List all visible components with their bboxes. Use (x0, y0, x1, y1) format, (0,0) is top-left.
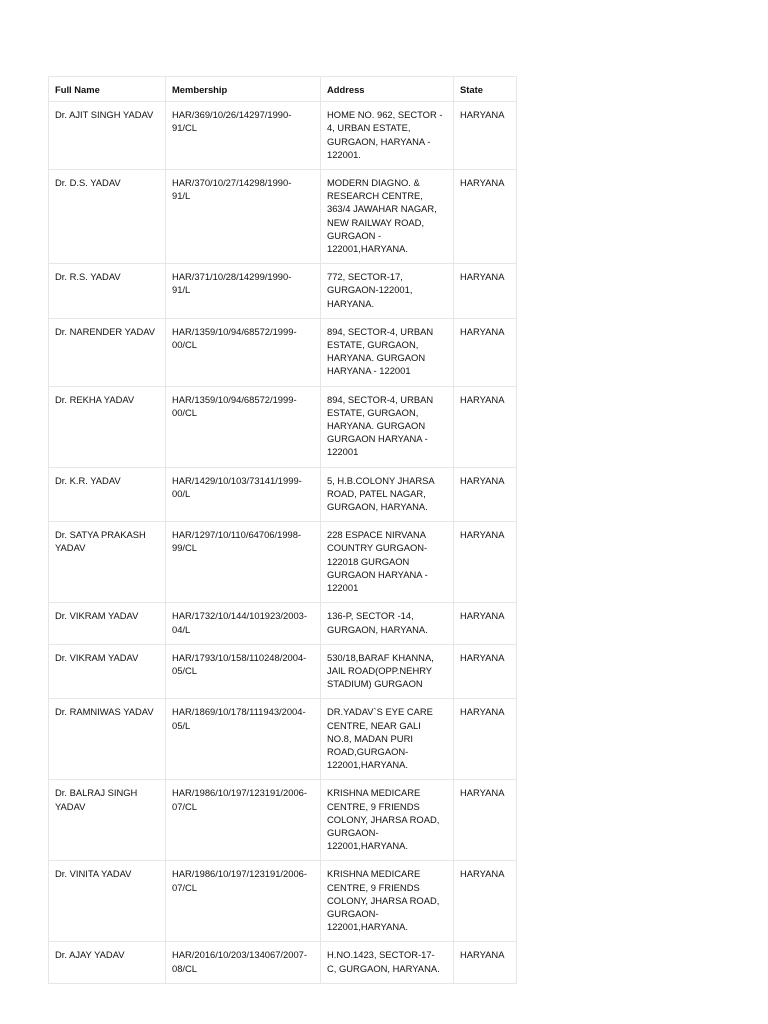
address-line: KRISHNA MEDICARE (327, 787, 421, 799)
address-line: JAIL ROAD(OPP.NEHRY (327, 664, 433, 676)
state-cell: HARYANA (454, 644, 517, 699)
address-line: ROAD,GURGAON- (327, 745, 409, 757)
address-line: STADIUM) GURGAON (327, 678, 423, 690)
name-cell (49, 264, 166, 319)
name-cell (49, 318, 166, 386)
address-line: 5, H.B.COLONY JHARSA (327, 474, 435, 486)
membership-line: 00/L (172, 487, 191, 499)
address-cell (321, 170, 454, 264)
header-address: Address (321, 77, 454, 102)
membership-line: HAR/1986/10/197/123191/2006- (172, 868, 308, 880)
state-cell: HARYANA (454, 386, 517, 467)
address-line: HARYANA - 122001 (327, 365, 411, 377)
membership-line: 00/CL (172, 406, 198, 418)
membership-line: HAR/1869/10/178/111943/2004- (172, 706, 306, 718)
table-row (49, 942, 517, 983)
address-line: GURGAON, HARYANA. (327, 501, 428, 513)
membership-line: HAR/369/10/26/14297/1990- (172, 109, 292, 121)
address-line: COUNTRY GURGAON- (327, 542, 428, 554)
membership-cell (166, 603, 321, 644)
state-cell: HARYANA (454, 522, 517, 603)
membership-line: HAR/1429/10/103/73141/1999- (172, 474, 302, 486)
address-line: 530/18,BARAF KHANNA, (327, 651, 434, 663)
table-row (49, 386, 517, 467)
header-state: State (454, 77, 517, 102)
address-line: GURGAON- (327, 826, 379, 838)
address-line: DR.YADAV`S EYE CARE (327, 706, 433, 718)
name-cell (49, 386, 166, 467)
address-cell (321, 780, 454, 861)
address-line: HARYANA. (327, 297, 375, 309)
table-row (49, 603, 517, 644)
address-line: HARYANA. GURGAON (327, 420, 426, 432)
membership-cell (166, 644, 321, 699)
membership-line: 91/CL (172, 122, 198, 134)
table-row (49, 102, 517, 170)
name-cell (49, 644, 166, 699)
membership-cell (166, 780, 321, 861)
address-line: GURGAON HARYANA - (327, 433, 428, 445)
header-full-name: Full Name (49, 77, 166, 102)
members-table-body (49, 102, 517, 984)
address-line: 772, SECTOR-17, (327, 271, 403, 283)
membership-line: HAR/1297/10/110/64706/1998- (172, 529, 302, 541)
table-row (49, 522, 517, 603)
membership-cell (166, 102, 321, 170)
address-cell (321, 522, 454, 603)
name-cell (49, 861, 166, 942)
address-line: 894, SECTOR-4, URBAN (327, 393, 434, 405)
membership-cell (166, 942, 321, 983)
table-row (49, 318, 517, 386)
membership-line: HAR/1986/10/197/123191/2006- (172, 787, 308, 799)
state-cell: HARYANA (454, 699, 517, 780)
table-row (49, 467, 517, 522)
table-row (49, 861, 517, 942)
address-line: 122001. (327, 148, 361, 160)
address-line: NEW RAILWAY ROAD, (327, 216, 425, 228)
address-line: NO.8, MADAN PURI (327, 732, 413, 744)
table-row (49, 644, 517, 699)
name-line: Dr. NARENDER YADAV (55, 325, 156, 337)
address-line: 4, URBAN ESTATE, (327, 122, 411, 134)
state-cell: HARYANA (454, 170, 517, 264)
members-table (48, 76, 517, 984)
membership-line: 91/L (172, 190, 191, 202)
name-cell (49, 170, 166, 264)
name-cell (49, 780, 166, 861)
name-line: Dr. BALRAJ SINGH (55, 787, 138, 799)
name-line: Dr. AJIT SINGH YADAV (55, 109, 154, 121)
state-cell: HARYANA (454, 780, 517, 861)
address-cell (321, 318, 454, 386)
address-line: CENTRE, NEAR GALI (327, 719, 421, 731)
membership-line: 08/CL (172, 962, 198, 974)
membership-line: 91/L (172, 284, 191, 296)
state-cell: HARYANA (454, 603, 517, 644)
membership-line: 04/L (172, 623, 191, 635)
name-line: Dr. VIKRAM YADAV (55, 651, 139, 663)
membership-line: 07/CL (172, 800, 198, 812)
address-line: RESEARCH CENTRE, (327, 190, 423, 202)
address-line: CENTRE, 9 FRIENDS (327, 881, 420, 893)
address-line: KRISHNA MEDICARE (327, 868, 421, 880)
name-line: Dr. SATYA PRAKASH (55, 529, 146, 541)
name-line: YADAV (55, 542, 86, 554)
name-cell (49, 522, 166, 603)
name-line: Dr. R.S. YADAV (55, 271, 121, 283)
membership-cell (166, 699, 321, 780)
address-line: CENTRE, 9 FRIENDS (327, 800, 420, 812)
name-line: YADAV (55, 800, 86, 812)
state-cell: HARYANA (454, 467, 517, 522)
address-cell (321, 699, 454, 780)
table-row (49, 780, 517, 861)
address-line: 122001,HARYANA. (327, 243, 408, 255)
address-cell (321, 603, 454, 644)
address-line: GURGAON-122001, (327, 284, 413, 296)
name-cell (49, 603, 166, 644)
membership-line: HAR/1359/10/94/68572/1999- (172, 325, 297, 337)
address-line: C, GURGAON, HARYANA. (327, 962, 440, 974)
state-cell: HARYANA (454, 264, 517, 319)
membership-cell (166, 264, 321, 319)
table-header-row (49, 77, 517, 102)
address-line: MODERN DIAGNO. & (327, 177, 420, 189)
name-cell (49, 467, 166, 522)
address-line: 122001 (327, 582, 359, 594)
membership-cell (166, 522, 321, 603)
address-line: COLONY, JHARSA ROAD, (327, 894, 440, 906)
membership-cell (166, 861, 321, 942)
address-line: ROAD, PATEL NAGAR, (327, 487, 426, 499)
name-line: Dr. K.R. YADAV (55, 474, 121, 486)
membership-cell (166, 386, 321, 467)
address-line: 122001 (327, 446, 359, 458)
membership-line: HAR/370/10/27/14298/1990- (172, 177, 292, 189)
address-line: 228 ESPACE NIRVANA (327, 529, 426, 541)
name-cell (49, 942, 166, 983)
address-cell (321, 942, 454, 983)
address-cell (321, 644, 454, 699)
membership-line: HAR/1732/10/144/101923/2003- (172, 610, 308, 622)
address-line: GURGAON - (327, 229, 382, 241)
address-line: HARYANA. GURGAON (327, 352, 426, 364)
address-cell (321, 102, 454, 170)
name-line: Dr. REKHA YADAV (55, 393, 135, 405)
membership-line: HAR/1359/10/94/68572/1999- (172, 393, 297, 405)
address-line: 122001,HARYANA. (327, 759, 408, 771)
address-line: 136-P, SECTOR -14, (327, 610, 414, 622)
name-line: Dr. RAMNIWAS YADAV (55, 706, 154, 718)
membership-cell (166, 467, 321, 522)
membership-line: 05/CL (172, 664, 198, 676)
address-cell (321, 861, 454, 942)
address-line: 122001,HARYANA. (327, 840, 408, 852)
address-cell (321, 467, 454, 522)
membership-line: 07/CL (172, 881, 198, 893)
address-cell (321, 264, 454, 319)
name-line: Dr. D.S. YADAV (55, 177, 121, 189)
name-cell (49, 102, 166, 170)
name-cell (49, 699, 166, 780)
name-line: Dr. VINITA YADAV (55, 868, 132, 880)
membership-cell (166, 318, 321, 386)
state-cell: HARYANA (454, 942, 517, 983)
table-row (49, 699, 517, 780)
membership-line: HAR/1793/10/158/110248/2004- (172, 651, 307, 663)
state-cell: HARYANA (454, 102, 517, 170)
membership-line: 00/CL (172, 339, 198, 351)
state-cell: HARYANA (454, 318, 517, 386)
name-line: Dr. AJAY YADAV (55, 949, 125, 961)
membership-line: 99/CL (172, 542, 198, 554)
address-line: GURGAON HARYANA - (327, 568, 428, 580)
address-line: HOME NO. 962, SECTOR - (327, 109, 443, 121)
address-line: ESTATE, GURGAON, (327, 406, 419, 418)
table-row (49, 264, 517, 319)
header-membership: Membership (166, 77, 321, 102)
address-line: 363/4 JAWAHAR NAGAR, (327, 203, 437, 215)
address-line: H.NO.1423, SECTOR-17- (327, 949, 435, 961)
membership-line: HAR/371/10/28/14299/1990- (172, 271, 292, 283)
address-cell (321, 386, 454, 467)
address-line: GURGAON, HARYANA - (327, 135, 431, 147)
membership-line: HAR/2016/10/203/134067/2007- (172, 949, 308, 961)
address-line: GURGAON, HARYANA. (327, 623, 428, 635)
address-line: GURGAON- (327, 907, 379, 919)
address-line: 122001,HARYANA. (327, 921, 408, 933)
membership-cell (166, 170, 321, 264)
membership-line: 05/L (172, 719, 191, 731)
address-line: ESTATE, GURGAON, (327, 339, 419, 351)
name-line: Dr. VIKRAM YADAV (55, 610, 139, 622)
address-line: COLONY, JHARSA ROAD, (327, 813, 440, 825)
state-cell: HARYANA (454, 861, 517, 942)
table-row (49, 170, 517, 264)
address-line: 122018 GURGAON (327, 555, 410, 567)
address-line: 894, SECTOR-4, URBAN (327, 325, 434, 337)
